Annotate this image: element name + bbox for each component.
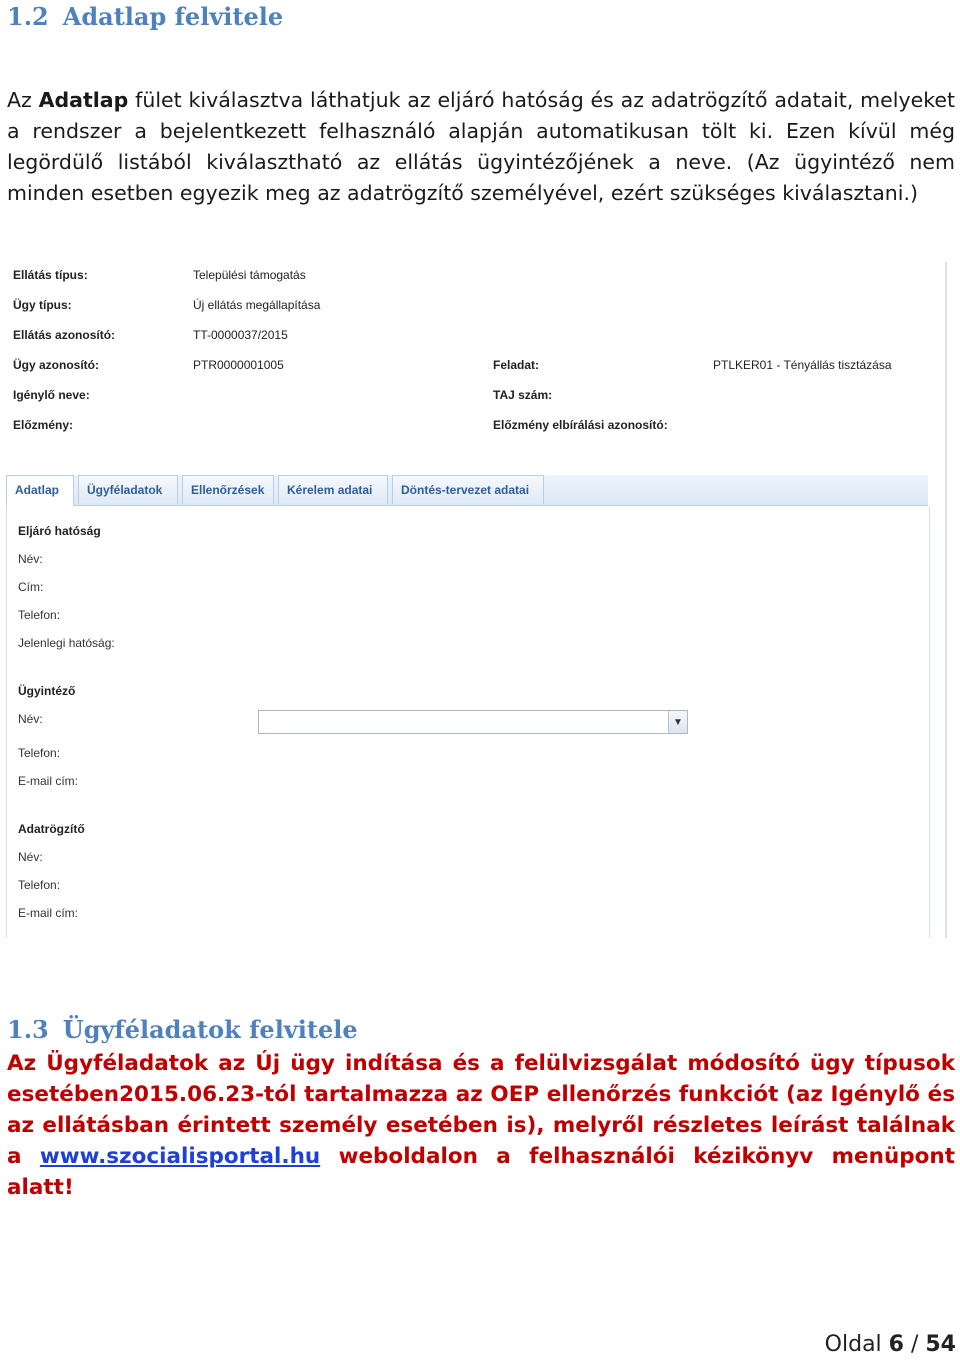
- field-label-elozmeny: Előzmény:: [13, 418, 74, 432]
- field-label-adatrogzito-telefon: Telefon:: [18, 878, 61, 892]
- field-label-ellatas-azonosito: Ellátás azonosító:: [13, 328, 116, 342]
- ugyintezo-name-dropdown[interactable]: [258, 710, 688, 734]
- screenshot-border: [945, 262, 947, 938]
- field-label-eljaro-telefon: Telefon:: [18, 608, 61, 622]
- section-title: Ügyféladatok felvitele: [62, 1015, 358, 1044]
- szocialisportal-link[interactable]: www.szocialisportal.hu: [39, 1144, 321, 1169]
- page-separator: /: [903, 1332, 926, 1357]
- field-label-ellatas-tipus: Ellátás típus:: [13, 268, 88, 282]
- page-current: 6: [888, 1332, 904, 1357]
- section-number: 1.2: [7, 2, 49, 31]
- para-text: fület kiválasztva láthatjuk az eljáró hatóság és az adatrögzítő adatait, melyeket a rendszer a bejelentkezett felhasználó alapján automatikusan tölt ki. Ezen kívül még legördülő listából kiválasztható az ellátás ügyintézőjének a neve. (Az ügyintéző nem minden esetben egyezik meg az adatrögzítő személyével, ezért szükséges kiválasztani.): [7, 88, 955, 205]
- field-label-feladat: Feladat:: [493, 358, 540, 372]
- chevron-down-icon[interactable]: ▼: [668, 711, 687, 733]
- field-value-ugy-azonosito: PTR0000001005: [193, 358, 284, 372]
- field-label-elozmeny-elbiralasi-azonosito: Előzmény elbírálási azonosító:: [493, 418, 668, 432]
- field-value-ugy-tipus: Új ellátás megállapítása: [193, 298, 321, 312]
- field-label-adatrogzito-email: E-mail cím:: [18, 906, 78, 920]
- field-label-jelenlegi-hatosag: Jelenlegi hatóság:: [18, 636, 115, 650]
- page-number: [825, 1332, 956, 1357]
- notice-text: weboldalon a felhasználói kézikönyv menüpont alatt!: [7, 1144, 955, 1200]
- tab-kerelem-adatai[interactable]: Kérelem adatai: [278, 475, 388, 504]
- section-title-ugyintezo: Ügyintéző: [18, 684, 76, 698]
- field-label-ugyintezo-nev: Név:: [18, 712, 43, 726]
- para-bold: Adatlap: [38, 88, 129, 112]
- field-value-ellatas-tipus: Települési támogatás: [193, 268, 306, 282]
- field-label-ugyintezo-telefon: Telefon:: [18, 746, 61, 760]
- field-label-ugy-azonosito: Ügy azonosító:: [13, 358, 99, 372]
- tab-ellenorzesek[interactable]: Ellenőrzések: [182, 475, 274, 504]
- tab-ugyfeladatok[interactable]: Ügyféladatok: [78, 475, 178, 504]
- page-prefix: Oldal: [824, 1332, 889, 1357]
- para-text: Az: [7, 88, 39, 112]
- section-title: Adatlap felvitele: [62, 2, 284, 31]
- field-value-feladat: PTLKER01 - Tényállás tisztázása: [713, 358, 892, 372]
- field-label-ugy-tipus: Ügy típus:: [13, 298, 72, 312]
- intro-paragraph: [7, 85, 955, 209]
- field-label-eljaro-cim: Cím:: [18, 580, 44, 594]
- tab-bar: [6, 475, 928, 506]
- field-label-igenylo-neve: Igénylő neve:: [13, 388, 90, 402]
- section-title-eljaro-hatosag: Eljáró hatóság: [18, 524, 101, 538]
- app-screenshot: [0, 258, 960, 938]
- notice-text: Az Ügyféladatok az Új ügy indítása és a felülvizsgálat módosító ügy típusok esetében2015.06.23-tól tartalmazza az OEP ellenőrzés funkciót (az Igénylő és az ellátásban érintett személy esetében is), melyről részletes leírást találnak a: [7, 1051, 955, 1169]
- field-label-ugyintezo-email: E-mail cím:: [18, 774, 78, 788]
- field-label-taj-szam: TAJ szám:: [493, 388, 553, 402]
- section-heading-ugyfeladatok: [7, 1015, 358, 1044]
- field-value-ellatas-azonosito: TT-0000037/2015: [193, 328, 288, 342]
- section-number: 1.3: [7, 1015, 49, 1044]
- page-total: 54: [925, 1332, 956, 1357]
- section-heading-adatlap: [7, 2, 283, 31]
- field-label-adatrogzito-nev: Név:: [18, 850, 43, 864]
- field-label-eljaro-nev: Név:: [18, 552, 43, 566]
- tab-adatlap[interactable]: Adatlap: [6, 475, 74, 506]
- section-title-adatrogzito: Adatrögzítő: [18, 822, 85, 836]
- tab-dontes-tervezet-adatai[interactable]: Döntés-tervezet adatai: [392, 475, 544, 504]
- notice-paragraph: [7, 1048, 955, 1203]
